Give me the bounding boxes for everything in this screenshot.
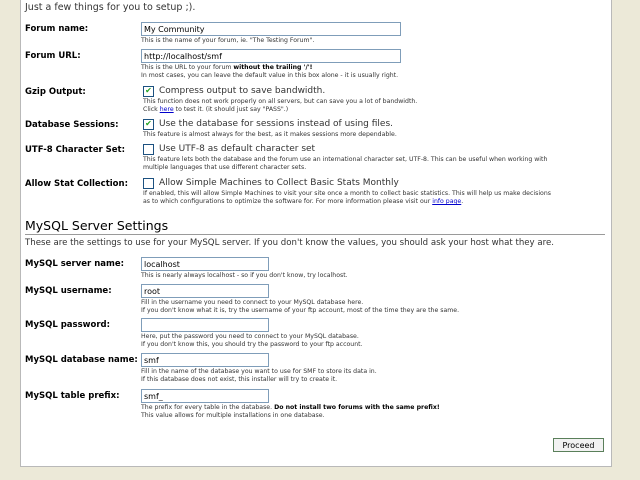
- db-sessions-checkbox[interactable]: ✔: [143, 119, 154, 130]
- mysql-username-label: MySQL username:: [25, 286, 112, 296]
- section-divider: [25, 234, 605, 235]
- mysql-username-input[interactable]: [141, 284, 269, 298]
- gzip-checkbox-line[interactable]: [143, 85, 417, 97]
- utf8-checkbox-label: Use UTF-8 as default character set: [159, 144, 316, 154]
- db-sessions-checkbox-label: Use the database for sessions instead of using files.: [159, 119, 394, 129]
- mysql-section-title: MySQL Server Settings: [25, 218, 169, 233]
- gzip-label: Gzip Output:: [25, 87, 86, 97]
- mysql-database-help: Fill in the name of the database you want to use for SMF to store its data in. If this database does not exist, this installer will try to create it.: [141, 368, 377, 384]
- forum-url-label: Forum URL:: [25, 51, 81, 61]
- mysql-server-input[interactable]: [141, 257, 269, 271]
- forum-name-help: This is the name of your forum, ie. "The Testing Forum".: [141, 37, 315, 44]
- db-sessions-help: This feature is almost always for the best, as it makes sessions more dependable.: [143, 131, 397, 138]
- gzip-checkbox[interactable]: ✔: [143, 86, 154, 97]
- utf8-checkbox[interactable]: [143, 144, 154, 155]
- mysql-section-description: These are the settings to use for your MySQL server. If you don't know the values, you should ask your host what they are.: [25, 238, 555, 248]
- utf8-label: UTF-8 Character Set:: [25, 145, 125, 155]
- mysql-database-label: MySQL database name:: [25, 355, 138, 365]
- forum-url-input[interactable]: [141, 49, 401, 63]
- utf8-help: This feature lets both the database and the forum use an international character set, UTF-8. This can be useful when working with multiple languages that use different character sets.: [143, 156, 548, 172]
- utf8-checkbox-line[interactable]: [143, 143, 547, 155]
- proceed-button[interactable]: Proceed: [553, 438, 604, 452]
- mysql-username-help: Fill in the username you need to connect to your MySQL database here. If you don't know what it is, try the username of your ftp account, most of the time they are the same.: [141, 299, 460, 315]
- gzip-checkbox-label: Compress output to save bandwidth.: [159, 86, 326, 96]
- mysql-password-label: MySQL password:: [25, 320, 111, 330]
- stats-checkbox-label: Allow Simple Machines to Collect Basic Stats Monthly: [159, 178, 399, 188]
- mysql-server-help: This is nearly always localhost - so if you don't know, try localhost.: [141, 272, 348, 279]
- gzip-help: This function does not work properly on all servers, but can save you a lot of bandwidth. Click here to test it. (it should just say "PASS".): [143, 98, 418, 114]
- forum-url-help: This is the URL to your forum without the trailing '/'! In most cases, you can leave the default value in this box alone - it is usually right.: [141, 64, 399, 80]
- scrollbar[interactable]: [625, 0, 640, 480]
- db-sessions-label: Database Sessions:: [25, 120, 119, 130]
- mysql-prefix-label: MySQL table prefix:: [25, 391, 120, 401]
- mysql-database-input[interactable]: [141, 353, 269, 367]
- stats-checkbox[interactable]: [143, 178, 154, 189]
- stats-help: If enabled, this will allow Simple Machines to visit your site once a month to collect basic statistics. This will help us make decisions as to which configurations to optimize the software for. For more information please visit our info page.: [143, 190, 551, 206]
- intro-text: Just a few things for you to setup ;).: [25, 2, 196, 13]
- stats-label: Allow Stat Collection:: [25, 179, 128, 189]
- info-page-link[interactable]: info page: [432, 198, 462, 206]
- stats-checkbox-line[interactable]: [143, 177, 551, 189]
- mysql-password-help: Here, put the password you need to connect to your MySQL database. If you don't know this, you should try the password to your ftp account.: [141, 333, 363, 349]
- mysql-prefix-help: The prefix for every table in the database. Do not install two forums with the same prefix! This value allows for multiple installations in one database.: [141, 404, 440, 420]
- forum-name-label: Forum name:: [25, 24, 89, 34]
- forum-name-input[interactable]: [141, 22, 401, 36]
- mysql-password-input[interactable]: [141, 318, 269, 332]
- gzip-test-link[interactable]: here: [159, 106, 174, 114]
- db-sessions-checkbox-line[interactable]: [143, 118, 397, 130]
- mysql-prefix-input[interactable]: [141, 389, 269, 403]
- installer-page: [20, 0, 612, 467]
- mysql-server-label: MySQL server name:: [25, 259, 125, 269]
